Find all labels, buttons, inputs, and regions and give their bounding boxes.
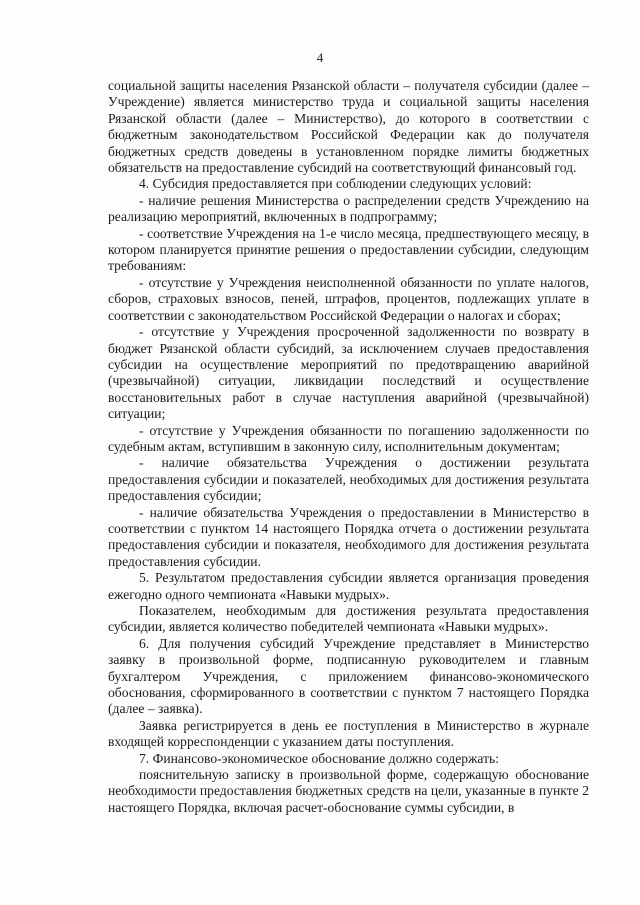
paragraph: - отсутствие у Учреждения неисполненной обязанности по уплате налогов, сборов, страховых взносов, пеней, штрафов, процентов, подлежащих уплате в соответствии с законодательством Российской Федерации о налогах и сборах; (108, 274, 589, 323)
paragraph: Показателем, необходимым для достижения результата предоставления субсидии, является количество победителей чемпионата «Навыки мудрых». (108, 603, 589, 635)
paragraph: 4. Субсидия предоставляется при соблюдении следующих условий: (139, 176, 532, 192)
paragraph: социальной защиты населения Рязанской области – получателя субсидии (далее – Учреждение) является министерство труда и социальной защиты населения Рязанской области (далее – Министерство), до которого в соответствии с бюджетным законодательством Российской Федерации как до получателя бюджетных средств доведены в установленном порядке лимиты бюджетных обязательств на предоставление субсидий на соответствующий финансовый год. (108, 78, 589, 176)
paragraph: - отсутствие у Учреждения просроченной задолженности по возврату в бюджет Рязанской области субсидий, за исключением случаев предоставления субсидии на осуществление мероприятий по предотвращению аварийной (чрезвычайной) ситуации, ликвидации последствий и осуществление восстановительных работ в случае наступления аварийной (чрезвычайной) ситуации; (108, 324, 589, 422)
paragraph: 6. Для получения субсидий Учреждение представляет в Министерство заявку в произвольной форме, подписанную руководителем и главным бухгалтером Учреждения, с приложением финансово-экономического обоснования, сформированного в соответствии с пунктом 7 настоящего Порядка (далее – заявка). (108, 635, 589, 717)
paragraph: Заявка регистрируется в день ее поступления в Министерство в журнале входящей корреспонденции с указанием даты поступления. (108, 717, 589, 750)
paragraph: 7. Финансово-экономическое обоснование должно содержать: (139, 750, 500, 766)
paragraph: 5. Результатом предоставления субсидии является организация проведения ежегодно одного чемпионата «Навыки мудрых». (108, 570, 589, 602)
document-body (108, 78, 589, 816)
page-number: 4 (316, 50, 324, 65)
paragraph: пояснительную записку в произвольной форме, содержащую обоснование необходимости предоставления бюджетных средств на цели, указанные в пункте 2 настоящего Порядка, включая расчет-обоснование суммы субсидии, в (108, 767, 589, 815)
paragraph: - отсутствие у Учреждения обязанности по погашению задолженности по судебным актам, вступившим в законную силу, исполнительным документам; (108, 422, 589, 454)
paragraph: - наличие обязательства Учреждения о предоставлении в Министерство в соответствии с пунктом 14 настоящего Порядка отчета о достижении результата предоставления субсидии и показателя, необходимого для достижения результата предоставления субсидии. (108, 504, 589, 569)
paragraph: - соответствие Учреждения на 1-е число месяца, предшествующего месяцу, в котором планируется принятие решения о предоставлении субсидии, следующим требованиям: (108, 225, 589, 274)
paragraph: - наличие решения Министерства о распределении средств Учреждению на реализацию мероприятий, включенных в подпрограмму; (108, 192, 589, 225)
paragraph: - наличие обязательства Учреждения о достижении результата предоставления субсидии и показателей, необходимых для достижения результата предоставления субсидии; (108, 455, 589, 504)
